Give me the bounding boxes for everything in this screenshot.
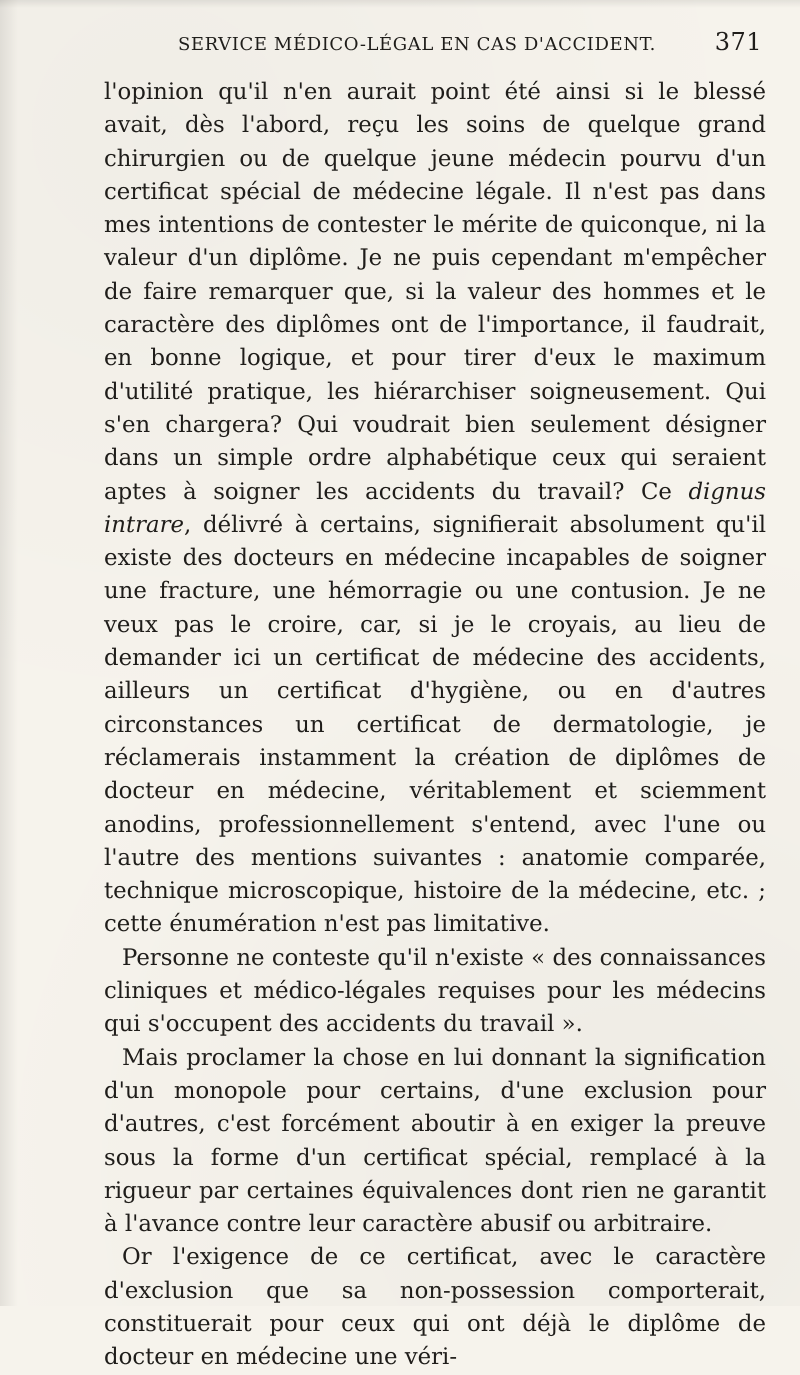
paragraph-2: Personne ne conteste qu'il n'existe « des connaissances cliniques et médico-légales requises pour les médecins qui s'occupent des accidents du travail ». [104, 944, 766, 1038]
paragraph-1-before-italic: l'opinion qu'il n'en aurait point été ainsi si le blessé avait, dès l'abord, reçu les soins de quelque grand chirurgien ou de quelque jeune médecin pourvu d'un certificat spécial de médecine légale. Il n'est pas dans mes intentions de contester le mérite de quiconque, ni la valeur d'un diplôme. Je ne puis cependant m'empêcher de faire remarquer que, si la valeur des hommes et le caractère des diplômes ont de l'importance, il faudrait, en bonne logique, et pour tirer d'eux le maximum d'utilité pratique, les hiérarchiser soigneusement. Qui s'en chargera? Qui voudrait bien seulement désigner dans un simple ordre alphabétique ceux qui seraient aptes à soigner les accidents du travail? Ce [104, 79, 766, 505]
running-head: SERVICE MÉDICO-LÉGAL EN CAS D'ACCIDENT. [178, 34, 656, 55]
body-text [104, 76, 766, 1375]
page-number: 371 [714, 28, 762, 56]
paragraph-3: Mais proclamer la chose en lui donnant la signification d'un monopole pour certains, d'une exclusion pour d'autres, c'est forcément aboutir à en exiger la preuve sous la forme d'un certificat spécial, remplacé à la rigueur par certaines équivalences dont rien ne garantit à l'avance contre leur caractère abusif ou arbitraire. [104, 1044, 766, 1238]
latin-phrase: dignus intrare [104, 478, 766, 538]
paragraph-1 [104, 76, 766, 942]
page-header [104, 28, 762, 70]
paragraph-1-after-italic: , délivré à certains, signifierait absolument qu'il existe des docteurs en médecine incapables de soigner une fracture, une hémorragie ou une contusion. Je ne veux pas le croire, car, si je le croyais, au lieu de demander ici un certificat de médecine des accidents, ailleurs un certificat d'hygiène, ou en d'autres circonstances un certificat de dermatologie, je réclamerais instamment la création de diplômes de docteur en médecine, véritablement et sciemment anodins, professionnellement s'entend, avec l'une ou l'autre des mentions suivantes : anatomie comparée, technique microscopique, histoire de la médecine, etc. ; cette énumération n'est pas limitative. [104, 511, 766, 938]
paragraph-4: Or l'exigence de ce certificat, avec le caractère d'exclusion que sa non-possession comporterait, constituerait pour ceux qui ont déjà le diplôme de docteur en médecine une véri- [104, 1244, 766, 1371]
